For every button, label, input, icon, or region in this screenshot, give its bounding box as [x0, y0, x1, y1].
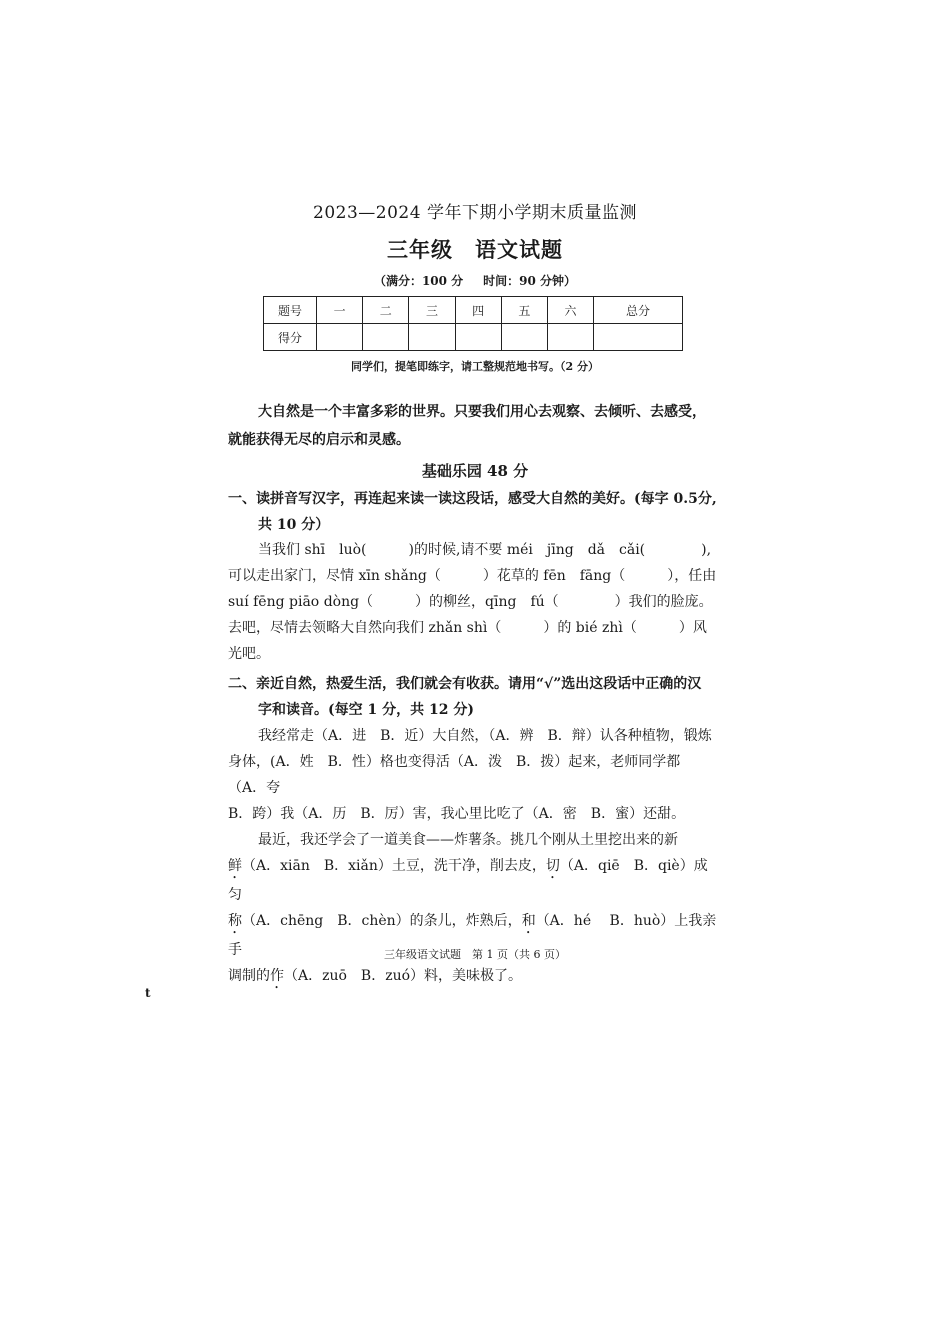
- passage-line: [228, 853, 718, 908]
- handwriting-tip: 同学们，提笔即练字，请工整规范地书写。（2 分）: [351, 360, 599, 373]
- question-1-title-line: 一、读拼音写汉字，再连起来读一读这段话，感受大自然的美好。(每字 0.5分,: [228, 491, 717, 507]
- passage-text: （A．chēng B．chèn）的条儿，炸熟后，: [242, 913, 522, 929]
- dotted-char: 称: [228, 913, 242, 929]
- score-cell: [317, 324, 363, 351]
- score-col-4: 四: [455, 297, 501, 324]
- passage-line: 光吧。: [228, 646, 270, 662]
- passage-line: 身体，(A．姓 B．性）格也变得活（A．泼 B．拨）起来，老师同学都（A．夸: [228, 754, 681, 796]
- passage-line: suí fēng piāo dòng（ ）的柳丝，qīng fú（ ）我们的脸庞。: [228, 594, 713, 610]
- score-cell: [547, 324, 593, 351]
- dotted-char: 切: [545, 858, 560, 874]
- subject-label: 语文试题: [475, 237, 563, 262]
- passage-text: （A．xiān B．xiǎn）土豆，洗干净，削去皮，: [242, 858, 546, 874]
- score-col-6: 六: [547, 297, 593, 324]
- question-2-title-line: 字和读音。(每空 1 分，共 12 分): [258, 702, 474, 718]
- section-title: 基础乐园 48 分: [421, 462, 529, 480]
- grade-label: 三年级: [387, 237, 453, 262]
- page-footer: 三年级语文试题 第 1 页（共 6 页）: [384, 948, 566, 961]
- dotted-char: 和: [521, 913, 536, 929]
- passage-text: （A．hé B．huò）上我亲手: [228, 913, 717, 958]
- passage-line: 最近，我还学会了一道美食——炸薯条。挑几个刚从土里挖出来的新: [258, 832, 678, 848]
- score-col-2: 二: [363, 297, 409, 324]
- full-marks: （满分：100 分: [373, 274, 464, 288]
- exam-meta: [0, 272, 950, 289]
- passage-line: B．跨）我（A．历 B．厉）害，我心里比吃了（A．密 B．蜜）还甜。: [228, 806, 686, 822]
- exam-title: 2023—2024 学年下期小学期末质量监测: [313, 203, 637, 223]
- score-table-row-head: 题号: [264, 297, 317, 324]
- score-cell: [501, 324, 547, 351]
- intro-line: 大自然是一个丰富多彩的世界。只要我们用心去观察、去倾听、去感受，: [258, 404, 706, 420]
- time-limit: 时间：90 分钟）: [483, 274, 577, 288]
- score-table: [263, 296, 683, 351]
- score-col-3: 三: [409, 297, 455, 324]
- score-cell: [409, 324, 455, 351]
- passage-line: 去吧，尽情去领略大自然向我们 zhǎn shì（ ）的 bié zhì（ ）风: [228, 620, 707, 636]
- exam-subtitle: [0, 234, 950, 264]
- score-cell: [594, 324, 683, 351]
- score-cell: [363, 324, 409, 351]
- score-col-5: 五: [501, 297, 547, 324]
- stray-mark: t: [145, 986, 151, 1000]
- passage-line: 当我们 shī luò( )的时候,请不要 méi jīng dǎ cǎi( ),: [258, 542, 712, 558]
- question-1-title-line: 共 10 分）: [258, 517, 330, 533]
- passage-text: （A．qiē B．qiè）成匀: [228, 858, 708, 903]
- question-2-title-line: 二、亲近自然，热爱生活，我们就会有收获。请用“√”选出这段话中正确的汉: [228, 676, 702, 692]
- question-1-title: [228, 486, 718, 538]
- intro-paragraph: [228, 398, 718, 454]
- score-row-label: 得分: [264, 324, 317, 351]
- score-cell: [455, 324, 501, 351]
- score-col-1: 一: [317, 297, 363, 324]
- passage-text: （A．zuō B．zuó）料，美味极了。: [284, 968, 523, 984]
- passage-line: 我经常走（A．进 B．近）大自然，（A．辨 B．辩）认各种植物，锻炼: [258, 728, 712, 744]
- intro-line: 就能获得无尽的启示和灵感。: [228, 432, 410, 448]
- passage-line: 可以走出家门，尽情 xīn shǎng（ ）花草的 fēn fāng（ ），任由: [228, 568, 717, 584]
- score-col-total: 总分: [594, 297, 683, 324]
- passage-text: 调制的: [228, 968, 270, 984]
- dotted-char: 作: [270, 968, 284, 984]
- score-table-score-row: [264, 324, 683, 351]
- score-table-header-row: [264, 297, 683, 324]
- passage-line: [228, 963, 718, 992]
- question-2-title: [228, 671, 718, 723]
- dotted-char: 鲜: [228, 858, 242, 874]
- question-1-passage: [228, 537, 718, 667]
